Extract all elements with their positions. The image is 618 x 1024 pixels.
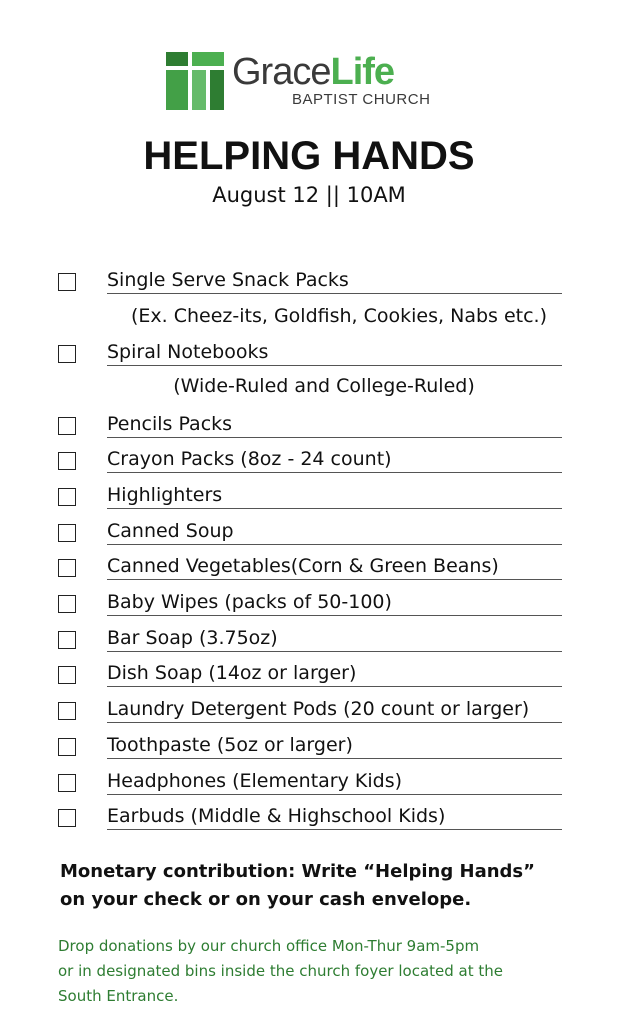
- list-item: [0, 413, 618, 443]
- item-label: Canned Vegetables(Corn & Green Beans): [107, 555, 499, 577]
- list-item: [0, 484, 618, 514]
- underline: [107, 722, 562, 723]
- underline: [107, 758, 562, 759]
- list-item: [0, 555, 618, 585]
- underline: [107, 686, 562, 687]
- checkbox[interactable]: [58, 631, 76, 649]
- list-item: [0, 448, 618, 478]
- checkbox[interactable]: [58, 488, 76, 506]
- checkbox[interactable]: [58, 809, 76, 827]
- list-item: [0, 805, 618, 835]
- checkbox[interactable]: [58, 559, 76, 577]
- checkbox[interactable]: [58, 666, 76, 684]
- item-label: Single Serve Snack Packs: [107, 269, 349, 291]
- underline: [107, 829, 562, 830]
- underline: [107, 794, 562, 795]
- list-item: [0, 627, 618, 657]
- list-item: [0, 520, 618, 550]
- item-label: Baby Wipes (packs of 50-100): [107, 591, 392, 613]
- checkbox[interactable]: [58, 452, 76, 470]
- item-label: Highlighters: [107, 484, 223, 506]
- underline: [107, 437, 562, 438]
- item-label: Laundry Detergent Pods (20 count or larger): [107, 698, 530, 720]
- checkbox[interactable]: [58, 702, 76, 720]
- brand-subtitle: BAPTIST CHURCH: [292, 91, 431, 108]
- brand-part-life: Life: [330, 51, 395, 93]
- underline: [107, 544, 562, 545]
- snack-note: (Ex. Cheez-its, Goldfish, Cookies, Nabs etc.): [131, 305, 547, 327]
- checkbox[interactable]: [58, 417, 76, 435]
- item-label: Canned Soup: [107, 520, 234, 542]
- underline: [107, 508, 562, 509]
- church-logo: [166, 52, 466, 112]
- brand-name: [232, 52, 394, 92]
- underline: [107, 651, 562, 652]
- item-label: Bar Soap (3.75oz): [107, 627, 278, 649]
- event-date: August 12 || 10AM: [212, 183, 406, 207]
- monetary-note: [60, 858, 535, 914]
- underline: [107, 365, 562, 366]
- checkbox[interactable]: [58, 774, 76, 792]
- item-label: Earbuds (Middle & Highschool Kids): [107, 805, 446, 827]
- list-item: [0, 734, 618, 764]
- list-item: [0, 662, 618, 692]
- item-label: Dish Soap (14oz or larger): [107, 662, 357, 684]
- dropoff-line-3: South Entrance.: [58, 987, 179, 1005]
- page-title: HELPING HANDS: [143, 134, 475, 178]
- item-label: Spiral Notebooks: [107, 341, 269, 363]
- dropoff-note: [58, 934, 503, 1009]
- checkbox[interactable]: [58, 595, 76, 613]
- underline: [107, 293, 562, 294]
- dropoff-line-2: or in designated bins inside the church foyer located at the: [58, 962, 504, 980]
- list-item: [0, 341, 618, 371]
- dropoff-line-1: Drop donations by our church office Mon-Thur 9am-5pm: [58, 937, 480, 955]
- item-label: Crayon Packs (8oz - 24 count): [107, 448, 392, 470]
- item-label: Pencils Packs: [107, 413, 233, 435]
- monetary-line-2: on your check or on your cash envelope.: [60, 889, 472, 910]
- list-item: [0, 698, 618, 728]
- checkbox[interactable]: [58, 273, 76, 291]
- notebook-note: (Wide-Ruled and College-Ruled): [173, 375, 475, 397]
- underline: [107, 579, 562, 580]
- checkbox[interactable]: [58, 738, 76, 756]
- underline: [107, 472, 562, 473]
- list-item: [0, 269, 618, 299]
- monetary-line-1: Monetary contribution: Write “Helping Hands”: [60, 861, 535, 882]
- list-item: [0, 770, 618, 800]
- underline: [107, 615, 562, 616]
- item-label: Headphones (Elementary Kids): [107, 770, 403, 792]
- brand-part-grace: Grace: [232, 51, 331, 93]
- cross-logo-icon: [166, 52, 224, 110]
- checkbox[interactable]: [58, 524, 76, 542]
- list-item: [0, 591, 618, 621]
- checkbox[interactable]: [58, 345, 76, 363]
- item-label: Toothpaste (5oz or larger): [107, 734, 353, 756]
